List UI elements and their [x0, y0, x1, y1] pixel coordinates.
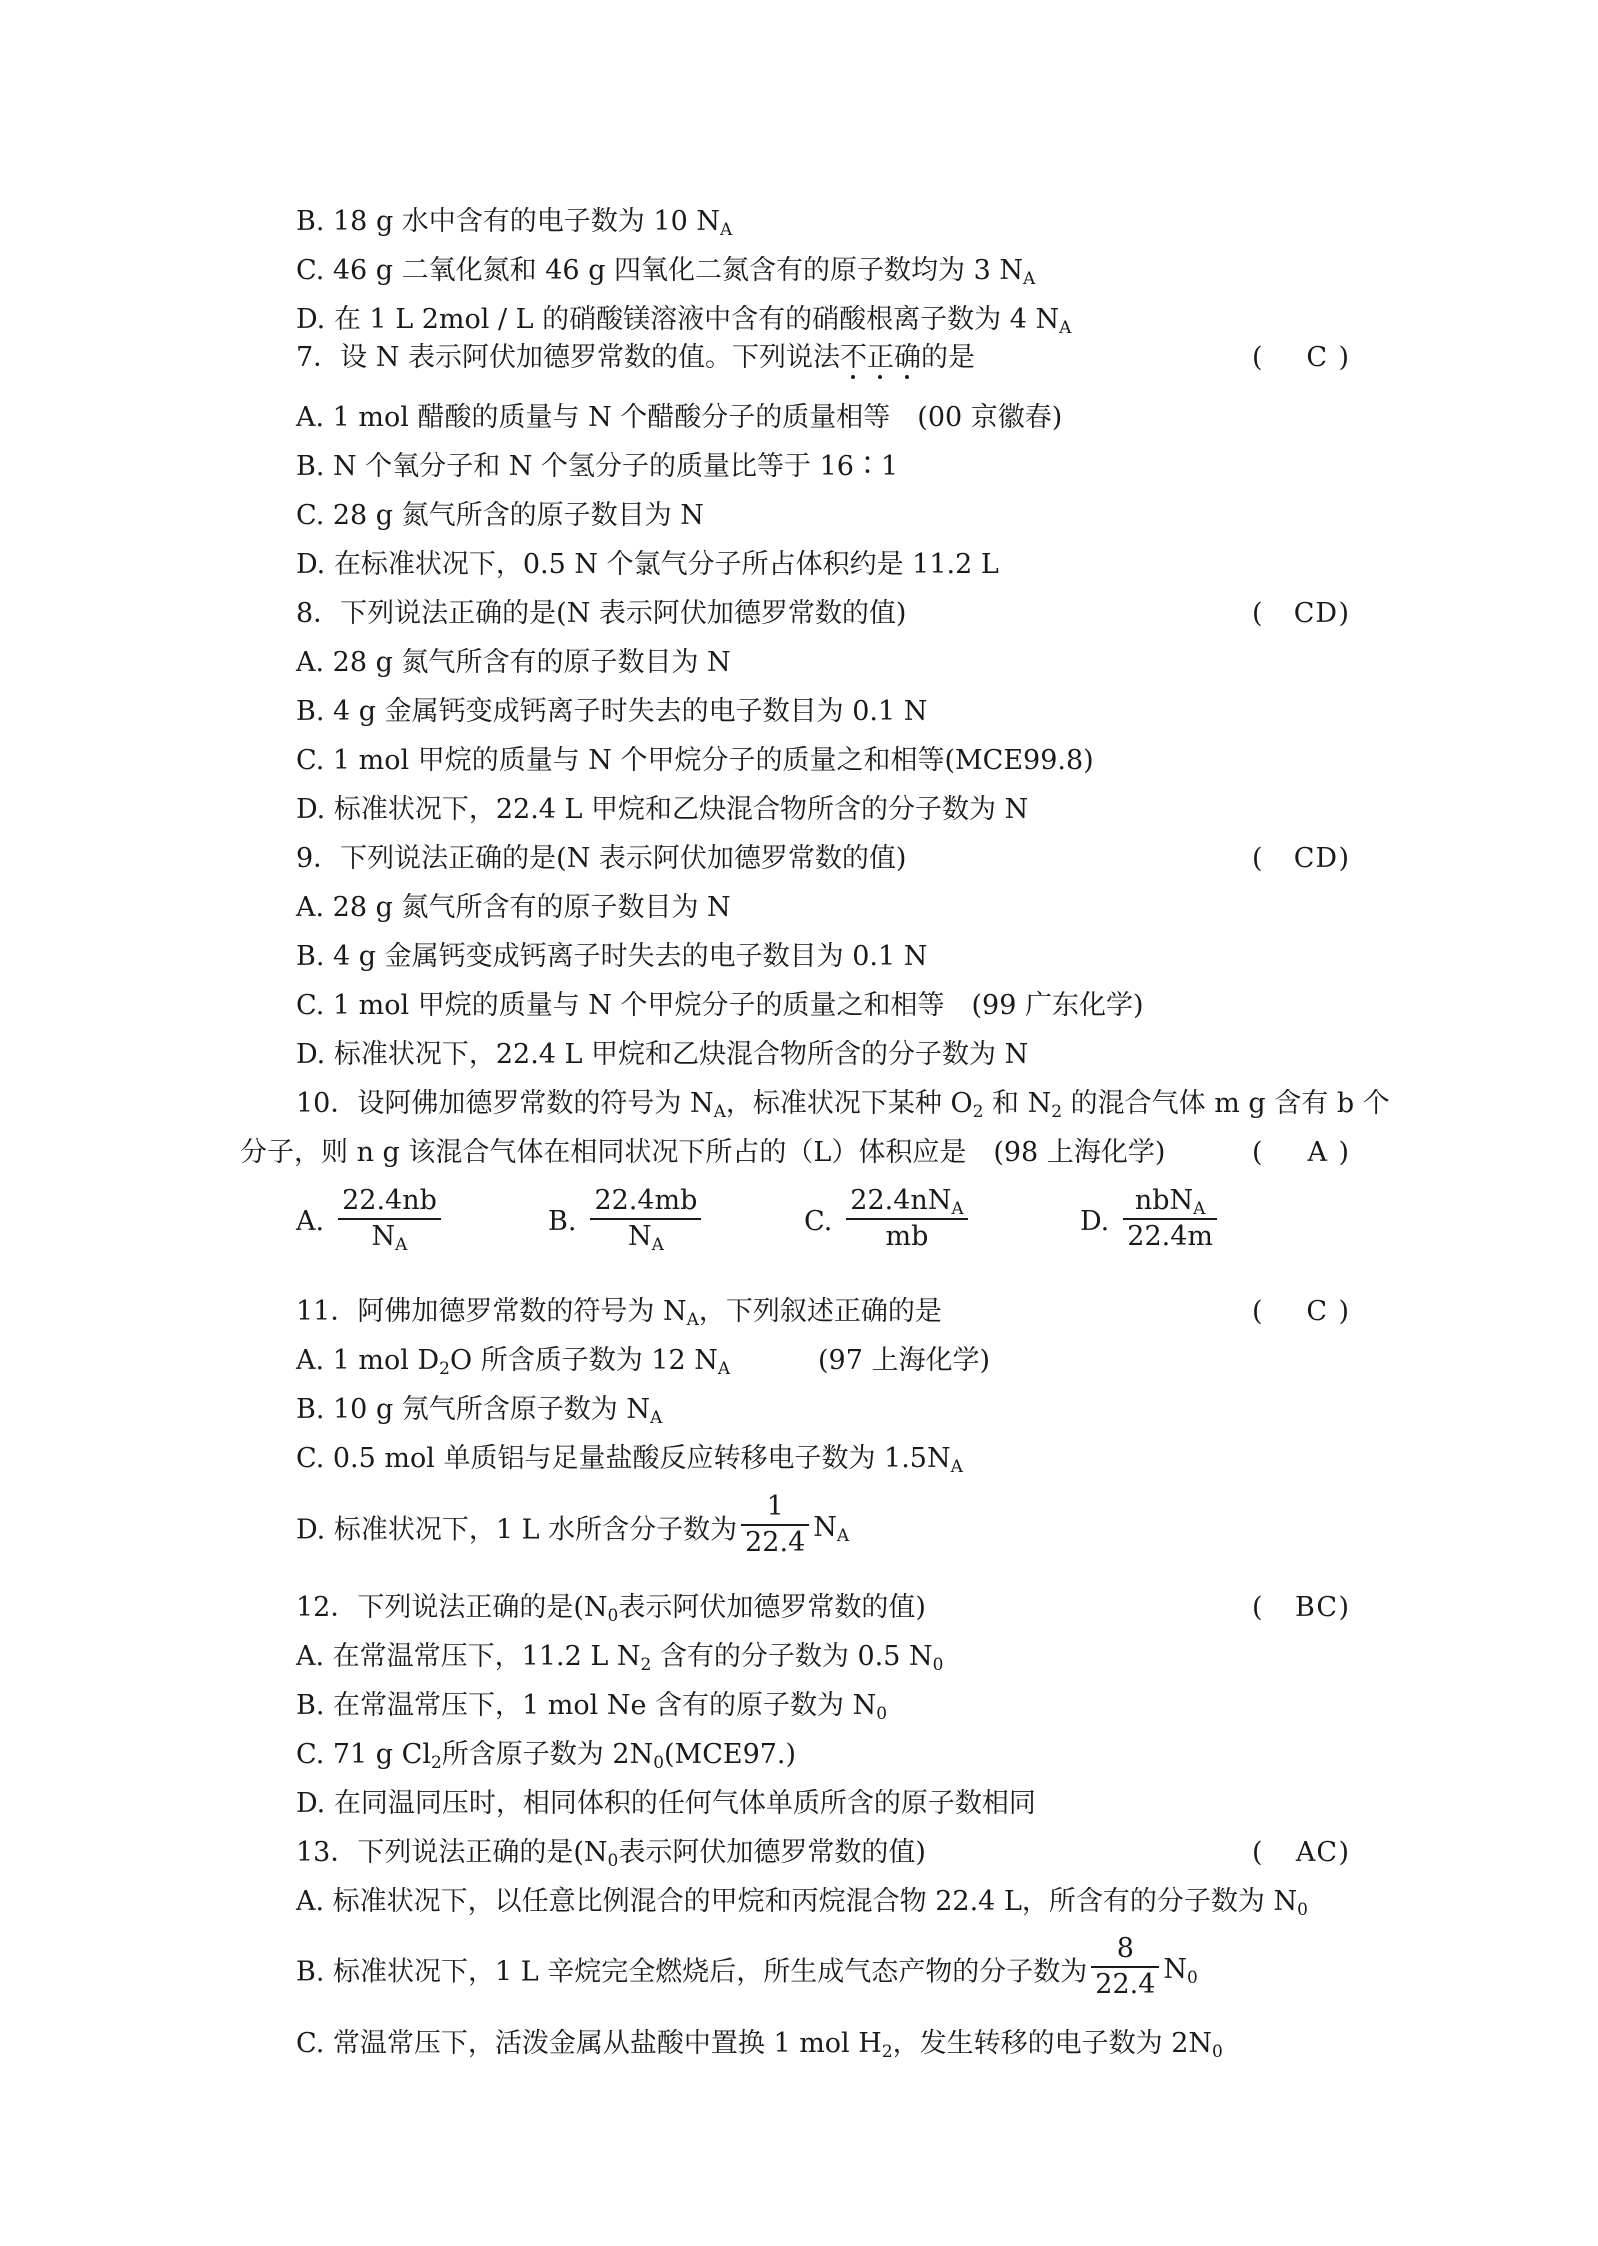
q11-option-a-source: (97 上海化学)	[818, 1345, 991, 1376]
q11-stem: 11．阿佛加德罗常数的符号为 $N_A$，下列叙述正确的是	[296, 1296, 942, 1330]
q7-option-b: B. N 个氧分子和 N 个氢分子的质量比等于 16∶1	[296, 451, 899, 482]
q12-option-a: A. 在常温常压下，11.2 L $N_2$ 含有的分子数为 0.5 $N_0$	[296, 1641, 944, 1675]
q10-option-a-fraction: $\frac{22.4nb}{N_A}$	[338, 1184, 441, 1254]
q7-option-c: C. 28 g 氮气所含的原子数目为 N	[296, 500, 704, 531]
q9-stem: 9．下列说法正确的是(N 表示阿伏加德罗常数的值)	[296, 843, 907, 874]
q8-option-d: D. 标准状况下，22.4 L 甲烷和乙炔混合物所含的分子数为 N	[296, 794, 1029, 825]
q9-option-c: C. 1 mol 甲烷的质量与 N 个甲烷分子的质量之和相等 (99 广东化学)	[296, 990, 1144, 1021]
q10-option-a: A. $\frac{22.4nb}{N_A}$	[296, 1186, 445, 1256]
q10-option-c-fraction: $\frac{22.4nN_A}{mb}$	[846, 1184, 967, 1254]
q10-option-d-fraction: $\frac{nbN_A}{22.4m}$	[1123, 1184, 1217, 1254]
q9-option-d: D. 标准状况下，22.4 L 甲烷和乙炔混合物所含的分子数为 N	[296, 1039, 1029, 1070]
q13-option-b: B. 标准状况下，1 L 辛烷完全燃烧后，所生成气态产物的分子数为 $\frac{8}{22.4}$ $N_0$	[296, 1933, 1198, 2000]
q9-option-a: A. 28 g 氮气所含有的原子数目为 N	[296, 892, 731, 923]
q6-option-d: D. 在 1 L 2mol / L 的硝酸镁溶液中含有的硝酸根离子数为 4 $N_A$	[296, 304, 1072, 338]
q10-option-d: D. $\frac{nbN_A}{22.4m}$	[1080, 1186, 1221, 1256]
q13-option-c: C. 常温常压下，活泼金属从盐酸中置换 1 mol $H_2$，发生转移的电子数为 $2N_0$	[296, 2028, 1223, 2062]
q8-stem: 8．下列说法正确的是(N 表示阿伏加德罗常数的值)	[296, 598, 907, 629]
q12-option-c: C. 71 g $Cl_2$所含原子数为 $2N_0(MCE97.)$	[296, 1739, 797, 1773]
q8-option-c: C. 1 mol 甲烷的质量与 N 个甲烷分子的质量之和相等(MCE99.8)	[296, 745, 1094, 776]
q13-stem: 13．下列说法正确的是($N_0$表示阿伏加德罗常数的值)	[296, 1837, 926, 1871]
q8-option-a: A. 28 g 氮气所含有的原子数目为 N	[296, 647, 731, 678]
q6-option-b: B. 18 g 水中含有的电子数为 10 $N_A$	[296, 206, 733, 240]
q12-option-d: D. 在同温同压时，相同体积的任何气体单质所含的原子数相同	[296, 1788, 1036, 1819]
q10-option-b: B. $\frac{22.4mb}{N_A}$	[548, 1186, 705, 1256]
q11-option-a: A. 1 mol $D_2O$ 所含质子数为 12 $N_A$	[296, 1345, 731, 1379]
q7-option-d: D. 在标准状况下，0.5 N 个氯气分子所占体积约是 11.2 L	[296, 549, 999, 580]
document-page: B. 18 g 水中含有的电子数为 10 $N_A$ C. 46 g 二氧化氮和 46 g 四氧化二氮含有的原子数均为 3 $N_A$ D. 在 1 L 2mol / L 的硝酸镁溶液中含有的硝酸根离子数为 4 $N_A$ 7．设 N 表示阿伏加德罗常数的值。下列说法不正确的是 ( C ) A. 1 mol 醋酸的质量与 N 个醋酸分子的质量相等 (00 京徽春) B. N 个氧分子和 N 个氢分子的质量比等于 16∶1 C. 28 g 氮气所含的原子数目为 N D. 在标准状况下，0.5 N 个氯气分子所占体积约是 11.2 L 8．下列说法正确的是(N 表示阿伏加德罗常数的值) ( CD ) A. 28 g 氮气所含有的原子数目为 N B. 4 g 金属钙变成钙离子时失去的电子数目为 0.1 N C. 1 mol 甲烷的质量与 N 个甲烷分子的质量之和相等(MCE99.8) D. 标准状况下，22.4 L 甲烷和乙炔混合物所含的分子数为 N 9．下列说法正确的是(N 表示阿伏加德罗常数的值) ( CD ) A. 28 g 氮气所含有的原子数目为 N B. 4 g 金属钙变成钙离子时失去的电子数目为 0.1 N C. 1 mol 甲烷的质量与 N 个甲烷分子的质量之和相等 (99 广东化学) D. 标准状况下，22.4 L 甲烷和乙炔混合物所含的分子数为 N 10．设阿佛加德罗常数的符号为 $N_A$，标准状况下某种 $O_2$ 和 $N_2$ 的混合气体 m g 含有 b 个 分子，则 n g 该混合气体在相同状况下所占的（L）体积应是 (98 上海化学) ( A ) A. $\frac{22.4nb}{N_A}$ B. $\frac{22.4mb}{N_A}$ C. $\frac{22.4nN_A}{mb}$ D. $\frac{nbN_A}{22.4m}$ 11．阿佛加德罗常数的符号为 $N_A$，下列叙述正确的是 ( C ) A. 1 mol $D_2O$ 所含质子数为 12 $N_A$ (97 上海化学) B. 10 g 氖气所含原子数为 $N_A$ C. 0.5 mol 单质铝与足量盐酸反应转移电子数为 $1.5N_A$ D. 标准状况下，1 L 水所含分子数为 $\frac{1}{22.4}$ $N_A$ 12．下列说法正确的是($N_0$表示阿伏加德罗常数的值) ( BC ) A. 在常温常压下，11.2 L $N_2$ 含有的分子数为 0.5 $N_0$ B. 在常温常压下，1 mol Ne 含有的原子数为 $N_0$ C. 71 g $Cl_2$所含原子数为 $2N_0(MCE97.)$ D. 在同温同压时，相同体积的任何气体单质所含的原子数相同 13．下列说法正确的是($N_0$表示阿伏加德罗常数的值) ( AC ) A. 标准状况下，以任意比例混合的甲烷和丙烷混合物 22.4 L，所含有的分子数为 $N_0$ B. 标准状况下，1 L 辛烷完全燃烧后，所生成气态产物的分子数为 $\frac{8}{22.4}$ $N_0$ C. 常温常压下，活泼金属从盐酸中置换 1 mol $H_2$，发生转移的电子数为 $2N_0$	[240, 206, 1390, 2062]
q11-option-d: D. 标准状况下，1 L 水所含分子数为 $\frac{1}{22.4}$ $N_A$	[296, 1491, 850, 1558]
q12-option-b: B. 在常温常压下，1 mol Ne 含有的原子数为 $N_0$	[296, 1690, 888, 1724]
q10-stem-line2: 分子，则 n g 该混合气体在相同状况下所占的（L）体积应是 (98 上海化学)	[240, 1137, 1166, 1168]
q10-option-c: C. $\frac{22.4nN_A}{mb}$	[804, 1186, 972, 1256]
q12-stem: 12．下列说法正确的是($N_0$表示阿伏加德罗常数的值)	[296, 1592, 926, 1626]
q10-option-b-fraction: $\frac{22.4mb}{N_A}$	[590, 1184, 701, 1254]
q13-option-a: A. 标准状况下，以任意比例混合的甲烷和丙烷混合物 22.4 L，所含有的分子数为 $N_0$	[296, 1886, 1308, 1920]
q9-option-b: B. 4 g 金属钙变成钙离子时失去的电子数目为 0.1 N	[296, 941, 928, 972]
q13-option-b-fraction: $\frac{8}{22.4}$	[1091, 1932, 1159, 2002]
q7-stem: 7．设 N 表示阿伏加德罗常数的值。下列说法不正确的是	[296, 342, 975, 373]
q6-option-c: C. 46 g 二氧化氮和 46 g 四氧化二氮含有的原子数均为 3 $N_A$	[296, 255, 1036, 289]
q7-option-a: A. 1 mol 醋酸的质量与 N 个醋酸分子的质量相等 (00 京徽春)	[296, 402, 1063, 433]
q10-stem-line1: 10．设阿佛加德罗常数的符号为 $N_A$，标准状况下某种 $O_2$ 和 $N_2$ 的混合气体 m g 含有 b 个	[296, 1088, 1390, 1122]
q11-option-b: B. 10 g 氖气所含原子数为 $N_A$	[296, 1394, 663, 1428]
q8-option-b: B. 4 g 金属钙变成钙离子时失去的电子数目为 0.1 N	[296, 696, 928, 727]
q11-option-c: C. 0.5 mol 单质铝与足量盐酸反应转移电子数为 $1.5N_A$	[296, 1443, 963, 1477]
q11-option-d-fraction: $\frac{1}{22.4}$	[741, 1490, 809, 1560]
